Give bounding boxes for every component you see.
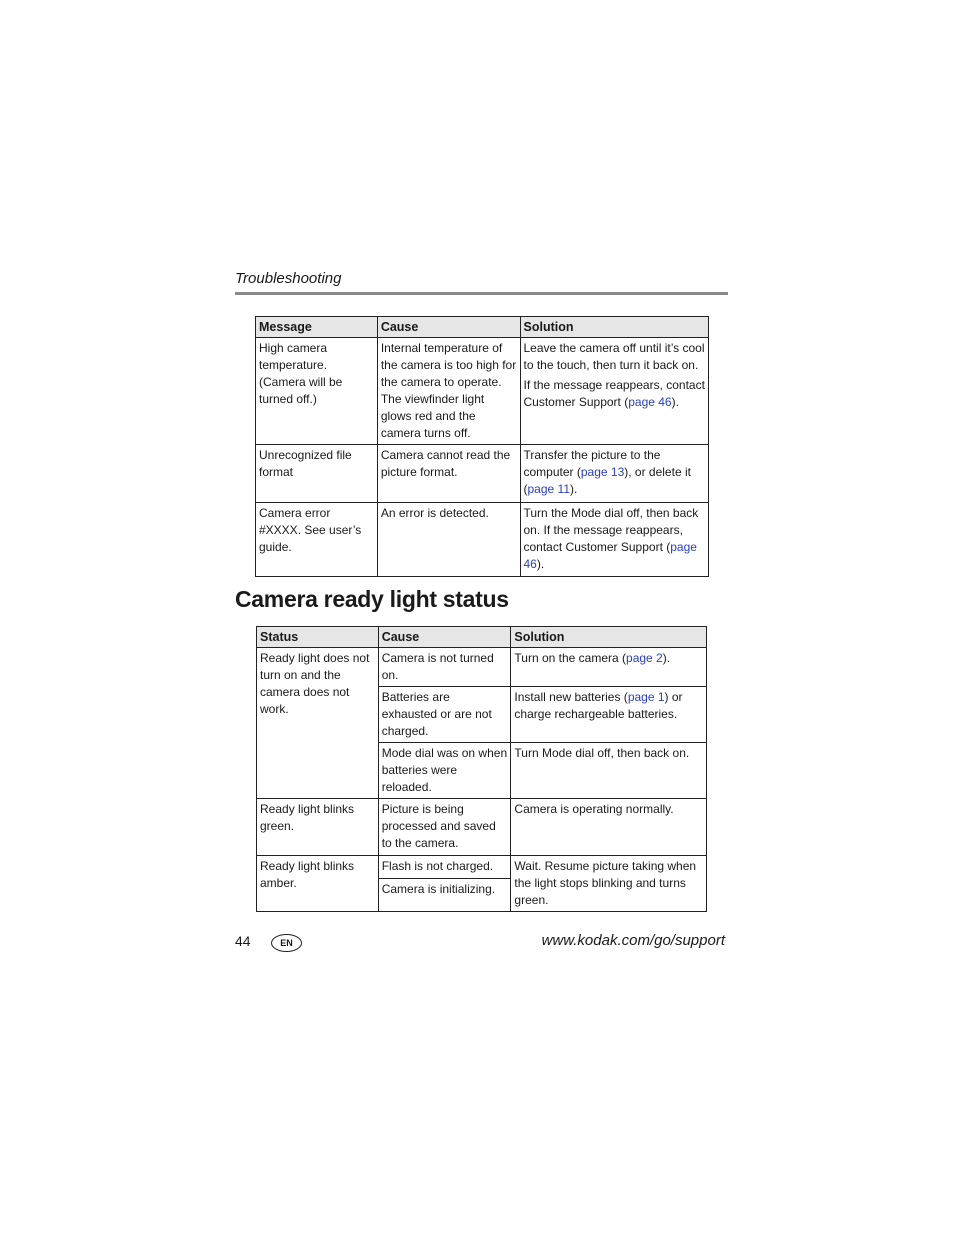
section-header: Troubleshooting	[235, 270, 342, 287]
cause-cell: Camera is not turned on.	[378, 648, 511, 687]
column-header: Status	[257, 627, 379, 648]
text: ).	[662, 651, 671, 665]
text: Turn the Mode dial off, then back on. If the message reappears, contact Customer Support (	[523, 506, 699, 554]
text: ).	[536, 557, 545, 571]
page-link[interactable]: page 2	[626, 651, 663, 665]
text: ), or delete it (	[523, 465, 691, 496]
table-row	[256, 338, 709, 445]
cause-cell: An error is detected.	[377, 503, 520, 577]
column-header: Cause	[377, 317, 520, 338]
text: Turn on the camera (	[514, 651, 627, 665]
solution-cell	[511, 687, 707, 743]
text: If the message reappears, contact Customer Support (	[523, 378, 705, 409]
solution-text: Leave the camera off until it’s cool to the touch, then turn it back on.	[523, 341, 705, 372]
header-rule	[235, 292, 728, 295]
text: ).	[671, 395, 679, 409]
table-row	[256, 503, 709, 577]
column-header: Cause	[378, 627, 511, 648]
solution-cell: Turn Mode dial off, then back on.	[511, 743, 707, 799]
support-url[interactable]: www.kodak.com/go/support	[541, 932, 725, 949]
solution-cell: Wait. Resume picture taking when the light stops blinking and turns green.	[511, 856, 707, 912]
status-cell: Ready light blinks green.	[257, 799, 379, 856]
cause-cell: Camera is initializing.	[378, 879, 511, 912]
cause-cell: Flash is not charged.	[378, 856, 511, 879]
table-row	[257, 856, 707, 879]
text: Transfer the picture to the computer (	[523, 448, 661, 479]
table-row	[257, 799, 707, 856]
solution-cell	[520, 445, 709, 503]
table-row	[257, 648, 707, 687]
text: ) or charge rechargeable batteries.	[514, 690, 683, 721]
solution-cell	[511, 648, 707, 687]
page-link[interactable]: page 46	[523, 540, 697, 571]
cause-cell: Internal temperature of the camera is too high for the camera to operate. The viewfinder light glows red and the camera turns off.	[377, 338, 520, 445]
table-header-row	[256, 317, 709, 338]
message-cell: Unrecognized file format	[256, 445, 378, 503]
status-cell: Ready light blinks amber.	[257, 856, 379, 912]
cause-cell: Mode dial was on when batteries were reloaded.	[378, 743, 511, 799]
page-number: 44	[235, 933, 251, 949]
column-header: Solution	[520, 317, 709, 338]
language-badge: EN	[271, 934, 302, 952]
page-link[interactable]: page 13	[580, 465, 625, 479]
cause-cell: Batteries are exhausted or are not charged.	[378, 687, 511, 743]
message-cell: High camera temperature. (Camera will be turned off.)	[256, 338, 378, 445]
page-link[interactable]: page 46	[628, 395, 672, 409]
error-messages-table	[255, 316, 709, 577]
solution-text	[524, 377, 706, 411]
solution-cell: Camera is operating normally.	[511, 799, 707, 856]
column-header: Message	[256, 317, 378, 338]
ready-light-table	[256, 626, 707, 912]
message-cell: Camera error #XXXX. See user’s guide.	[256, 503, 378, 577]
column-header: Solution	[511, 627, 707, 648]
solution-cell	[520, 503, 709, 577]
page-link[interactable]: page 11	[527, 482, 570, 496]
table-header-row	[257, 627, 707, 648]
page-link[interactable]: page 1	[627, 690, 665, 704]
table-row	[256, 445, 709, 503]
text: ).	[570, 482, 578, 496]
cause-cell: Camera cannot read the picture format.	[377, 445, 520, 503]
page-title: Camera ready light status	[235, 586, 509, 612]
status-cell: Ready light does not turn on and the camera does not work.	[257, 648, 379, 799]
cause-cell: Picture is being processed and saved to the camera.	[378, 799, 511, 856]
solution-cell	[520, 338, 709, 445]
text: Install new batteries (	[514, 690, 628, 704]
